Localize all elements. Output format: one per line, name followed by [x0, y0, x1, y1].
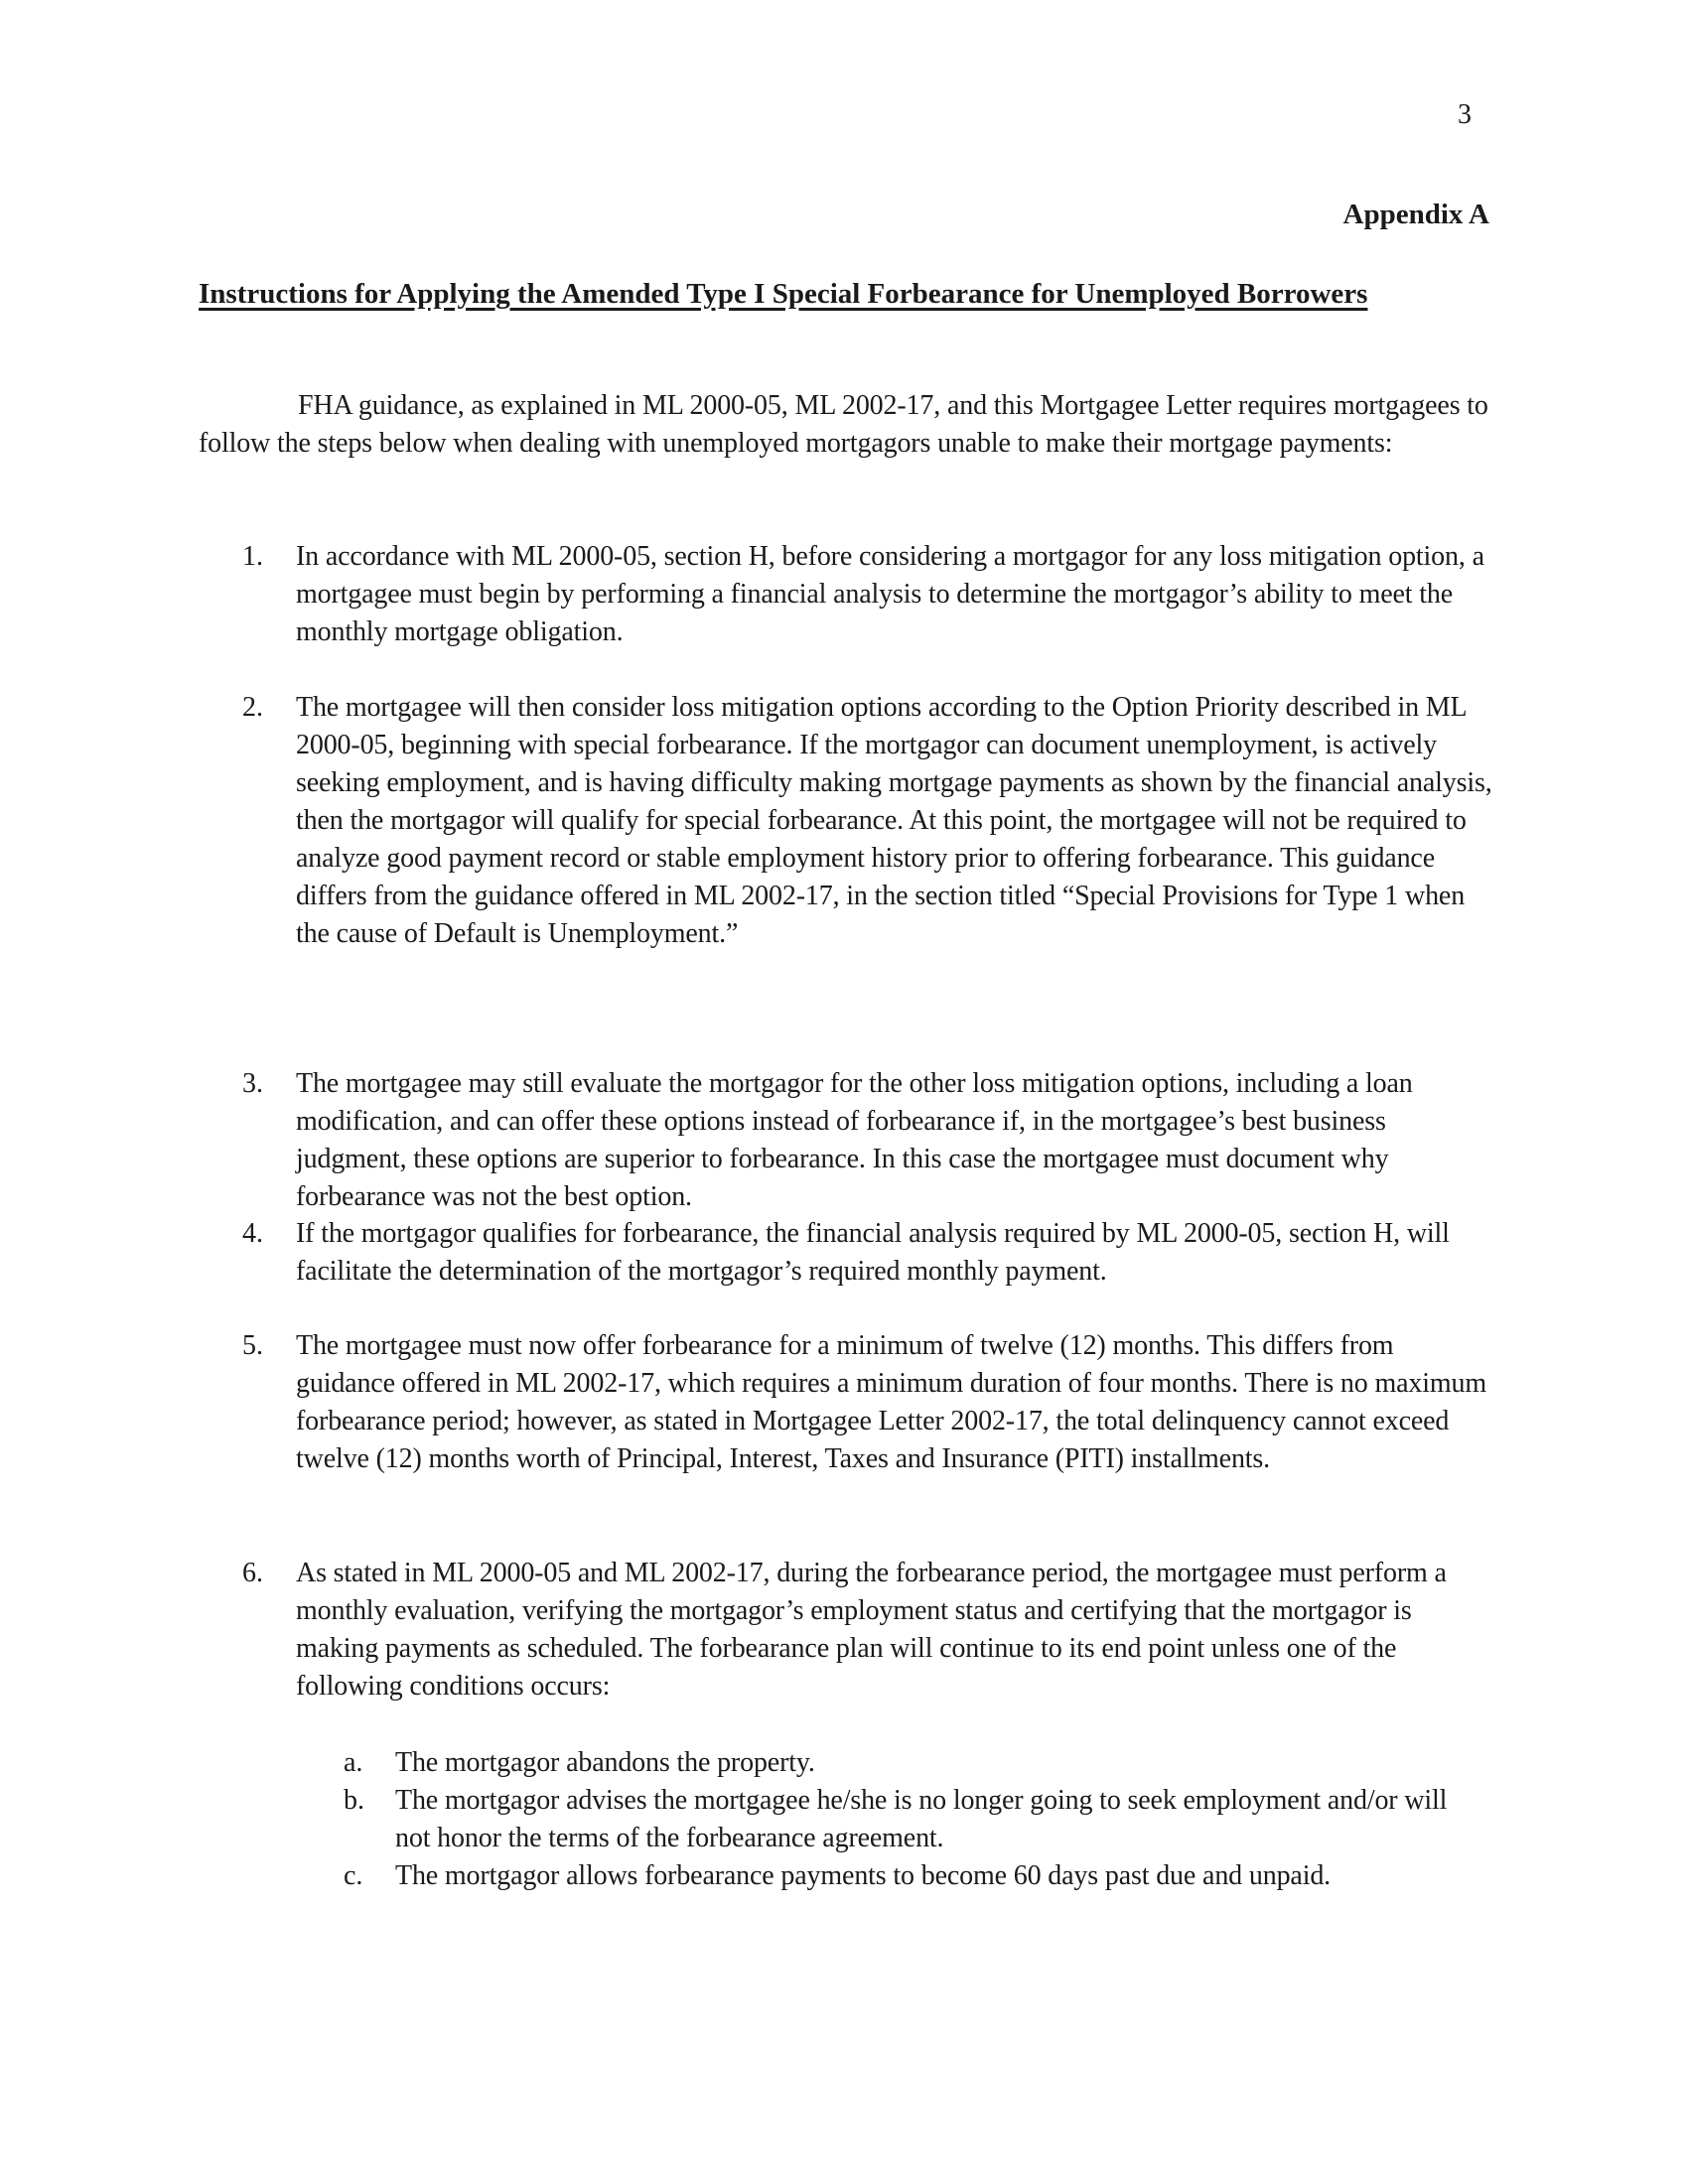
list-item-number: 4. [242, 1218, 263, 1249]
list-item-text: The mortgagee may still evaluate the mortgagor for the other loss mitigation options, including a loan modification, and can offer these options instead of forbearance if, in the mortgagee’s best business judgment, these options are superior to forbearance. In this case the mortgagee must document why forbearance was not the best option. [296, 1068, 1413, 1212]
sub-list-item-letter: c. [344, 1860, 363, 1891]
section-heading: Instructions for Applying the Amended Type I Special Forbearance for Unemployed Borrowers [199, 278, 1368, 310]
list-item-number: 1. [242, 541, 263, 572]
list-item-text: In accordance with ML 2000-05, section H, before considering a mortgagor for any loss mitigation option, a mortgagee must begin by performing a financial analysis to determine the mortgagor’s ability to meet the monthly mortgage obligation. [296, 541, 1484, 647]
sub-list-item-text: The mortgagor advises the mortgagee he/she is no longer going to seek employment and/or will not honor the terms of the forbearance agreement. [395, 1785, 1448, 1853]
appendix-label: Appendix A [1342, 199, 1489, 230]
intro-paragraph: FHA guidance, as explained in ML 2000-05, ML 2002-17, and this Mortgagee Letter requires mortgagees to follow the steps below when dealing with unemployed mortgagors unable to make their mortgage payments: [199, 390, 1488, 459]
sub-list-item-text: The mortgagor abandons the property. [395, 1747, 815, 1778]
list-item-number: 6. [242, 1558, 263, 1588]
sub-list-item-text: The mortgagor allows forbearance payments to become 60 days past due and unpaid. [395, 1860, 1332, 1891]
sub-list-item-letter: b. [344, 1785, 364, 1816]
list-item-number: 3. [242, 1068, 263, 1099]
list-item-text: As stated in ML 2000-05 and ML 2002-17, during the forbearance period, the mortgagee must perform a monthly evaluation, verifying the mortgagor’s employment status and certifying that the mortgagor is making payments as scheduled. The forbearance plan will continue to its end point unless one of the following conditions occurs: [296, 1558, 1447, 1702]
page-number: 3 [1458, 99, 1472, 130]
list-item-text: The mortgagee will then consider loss mitigation options according to the Option Priority described in ML 2000-05, beginning with special forbearance. If the mortgagor can document unemployment, is actively seeking employment, and is having difficulty making mortgage payments as shown by the financial analysis, then the mortgagor will qualify for special forbearance. At this point, the mortgagee will not be required to analyze good payment record or stable employment history prior to offering forbearance. This guidance differs from the guidance offered in ML 2002-17, in the section titled “Special Provisions for Type 1 when the cause of Default is Unemployment.” [296, 692, 1492, 949]
list-item-number: 5. [242, 1330, 263, 1361]
list-item-text: The mortgagee must now offer forbearance for a minimum of twelve (12) months. This differs from guidance offered in ML 2002-17, which requires a minimum duration of four months. There is no maximum forbearance period; however, as stated in Mortgagee Letter 2002-17, the total delinquency cannot exceed twelve (12) months worth of Principal, Interest, Taxes and Insurance (PITI) installments. [296, 1330, 1486, 1474]
sub-list-item-letter: a. [344, 1747, 363, 1778]
list-item-text: If the mortgagor qualifies for forbearance, the financial analysis required by ML 2000-05, section H, will facilitate the determination of the mortgagor’s required monthly payment. [296, 1218, 1450, 1287]
list-item-number: 2. [242, 692, 263, 723]
